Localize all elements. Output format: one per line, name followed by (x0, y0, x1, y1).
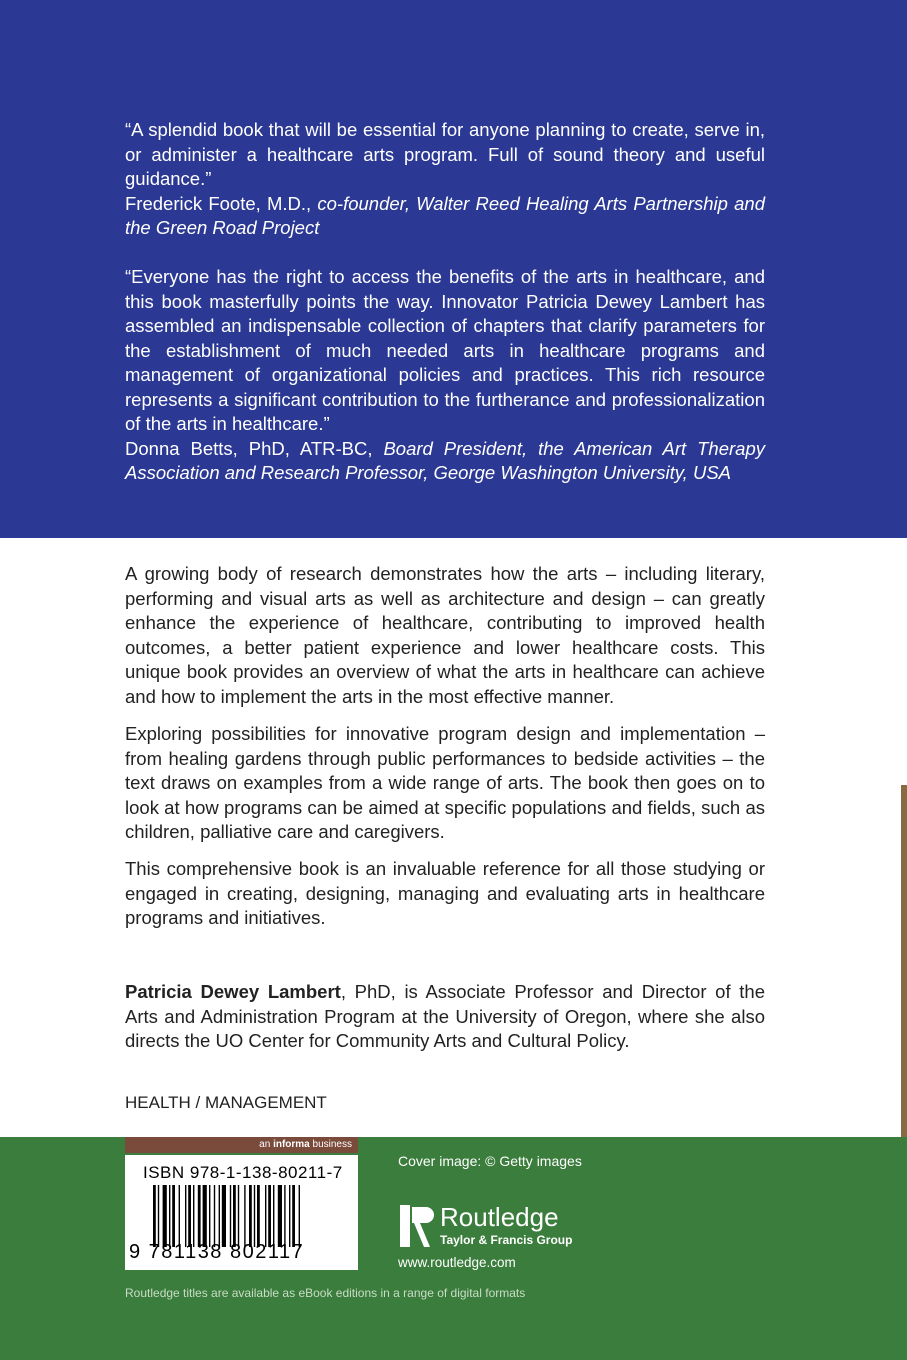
barcode-bar (233, 1185, 236, 1247)
barcode-bar (193, 1185, 194, 1247)
barcode-bar (254, 1185, 255, 1247)
barcode-bar (163, 1185, 167, 1247)
barcode-bar (292, 1185, 295, 1247)
endorsement-quote-2 (125, 265, 765, 486)
quote-1-role: co-founder, Walter Reed Healing Arts Partnership and the Green Road Project (125, 192, 766, 238)
barcode-bar (209, 1185, 210, 1247)
barcode-bar (203, 1185, 207, 1247)
isbn-barcode (125, 1155, 358, 1270)
barcode-bar (278, 1185, 282, 1247)
barcode-bar (198, 1185, 201, 1247)
publisher-group: Taylor & Francis Group (440, 1233, 573, 1247)
barcode-bar (172, 1185, 175, 1247)
barcode-bar (179, 1185, 180, 1247)
informa-brand: informa (273, 1139, 310, 1150)
description-paragraph-1: A growing body of research demonstrates how the arts – including literary, performing and visual arts as well as architecture and design – can greatly enhance the experience of healthcare, contributing to improved health outcomes, a better patient experience and lower healthcare costs. This unique book provides an overview of what the arts in healthcare can achieve and how to implement the arts in the most effective manner. (125, 563, 765, 707)
quote-1-text: “A splendid book that will be essential for anyone planning to create, serve in, or administer a healthcare arts program. Full of sound theory and useful guidance.” (125, 119, 765, 189)
cover-credit: Cover image: © Getty images (398, 1153, 582, 1169)
barcode-bar (214, 1185, 215, 1247)
barcode-bar (257, 1185, 260, 1247)
quote-2-author: Donna Betts, PhD, ATR-BC, (125, 437, 373, 459)
barcode-bar (188, 1185, 191, 1247)
footer-band (0, 1137, 907, 1360)
description-paragraph-3: This comprehensive book is an invaluable reference for all those studying or engaged in creating, designing, managing and evaluating arts in healthcare programs and initiatives. (125, 858, 765, 928)
author-name: Patricia Dewey Lambert (125, 981, 341, 1002)
barcode-bar (158, 1185, 159, 1247)
barcode-bar (169, 1185, 170, 1247)
routledge-mark-icon (398, 1203, 434, 1249)
quote-2-text: “Everyone has the right to access the benefits of the arts in healthcare, and this book masterfully points the way. Innovator Patricia Dewey Lambert has assembled an indispensable collection of chapters that clarify parameters for the establishment of much needed arts in healthcare programs and management of organizational policies and practices. This rich resource represents a significant contribution to the furtherance and professionalization of the arts in healthcare.” (125, 266, 765, 434)
quote-2-role: Board President, the American Art Therapy Association and Research Professor, George Washington University, USA (125, 437, 766, 483)
quotes-panel (0, 0, 907, 538)
subject-category: HEALTH / MANAGEMENT (125, 1093, 327, 1112)
informa-strip: an informa business (125, 1137, 358, 1153)
description-paragraph-2: Exploring possibilities for innovative program design and implementation – from healing gardens through public performances to bedside activities – the text draws on examples from a wide range of arts. The book then goes on to look at how programs can be aimed at specific populations and fields, such as children, palliative care and caregivers. (125, 723, 765, 842)
author-bio-text: , PhD, is Associate Professor and Director of the Arts and Administration Program at the University of Oregon, where she also directs the UO Center for Community Arts and Cultural Policy. (125, 981, 765, 1051)
barcode-bar (265, 1185, 266, 1247)
barcode-bar (299, 1185, 300, 1247)
barcode-bar (284, 1185, 285, 1247)
barcode-bar (238, 1185, 239, 1247)
barcode-bar (230, 1185, 231, 1247)
barcode-bars (153, 1185, 351, 1247)
publisher-logo (398, 1201, 598, 1251)
barcode-bar (289, 1185, 290, 1247)
barcode-bar (185, 1185, 186, 1247)
barcode-bar (244, 1185, 245, 1247)
quote-1-author: Frederick Foote, M.D., (125, 192, 312, 214)
barcode-bar (268, 1185, 271, 1247)
quote-1-attribution (125, 192, 765, 241)
spine-edge (901, 785, 907, 1145)
barcode-bar (153, 1185, 156, 1247)
barcode-bar (249, 1185, 252, 1247)
barcode-bar (273, 1185, 274, 1247)
barcode-bar (222, 1185, 226, 1247)
isbn-label: ISBN 978-1-138-80211-7 (143, 1163, 343, 1182)
barcode-digits: 9 781138 802117 (129, 1241, 305, 1263)
barcode-bar (219, 1185, 220, 1247)
endorsement-quote-1 (125, 118, 765, 241)
author-bio (125, 980, 765, 1054)
publisher-name: Routledge (440, 1202, 559, 1232)
ebook-note: Routledge titles are available as eBook editions in a range of digital formats (125, 1286, 526, 1300)
publisher-url: www.routledge.com (398, 1255, 516, 1270)
quote-2-attribution (125, 437, 765, 486)
